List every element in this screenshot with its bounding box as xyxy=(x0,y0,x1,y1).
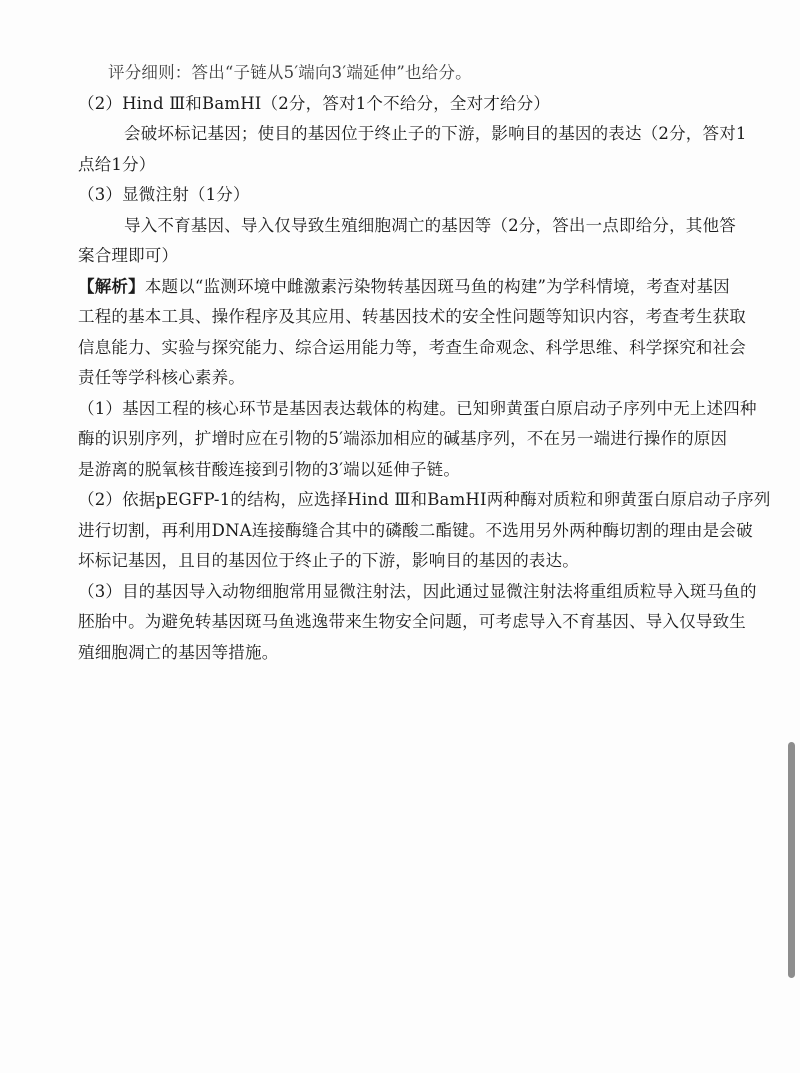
vertical-scrollbar[interactable] xyxy=(788,0,798,1073)
analysis-part1-line-3: 是游离的脱氧核苷酸连接到引物的3′端以延伸子链。 xyxy=(78,459,461,479)
answer-3-line: （3）显微注射（1分） xyxy=(78,185,250,204)
analysis-part1-line-2: 酶的识别序列，扩增时应在引物的5′端添加相应的碱基序列，不在另一端进行操作的原因 xyxy=(78,429,728,448)
analysis-part3-line-2: 胚胎中。为避免转基因斑马鱼逃逸带来生物安全问题，可考虑导入不育基因、导入仅导致生 xyxy=(78,612,746,631)
analysis-line-3: 信息能力、实验与探究能力、综合运用能力等，考查生命观念、科学思维、科学探究和社会 xyxy=(78,337,746,357)
answer-3-detail-line-1: 导入不育基因、导入仅导致生殖细胞凋亡的基因等（2分，答出一点即给分，其他答 xyxy=(124,215,736,235)
answer-2-reason-line-1: 会破坏标记基因；使目的基因位于终止子的下游，影响目的基因的表达（2分，答对1 xyxy=(124,124,747,143)
analysis-part1-line-1: （1）基因工程的核心环节是基因表达载体的构建。已知卵黄蛋白原启动子序列中无上述四种 xyxy=(78,398,757,418)
analysis-line-1 xyxy=(78,272,732,303)
analysis-part2-line-1: （2）依据pEGFP-1的结构，应选择Hind Ⅲ和BamHⅠ两种酶对质粒和卵黄蛋白原启动子序列 xyxy=(78,490,771,509)
answer-text-block xyxy=(78,58,771,668)
answer-2-line: （2）Hind Ⅲ和BamHⅠ（2分，答对1个不给分，全对才给分） xyxy=(78,93,551,113)
scoring-rule-line: 评分细则：答出“子链从5′端向3′端延伸”也给分。 xyxy=(108,63,472,82)
analysis-part2-line-2: 进行切割，再利用DNA连接酶缝合其中的磷酸二酯键。不选用另外两种酶切割的理由是会破 xyxy=(78,520,753,540)
analysis-line-2: 工程的基本工具、操作程序及其应用、转基因技术的安全性问题等知识内容，考查考生获取 xyxy=(78,307,746,326)
answer-3-detail-line-2: 案合理即可） xyxy=(78,246,179,265)
scrollbar-thumb[interactable] xyxy=(788,742,795,978)
analysis-intro-text: 本题以“监测环境中雌激素污染物转基因斑马鱼的构建”为学科情境，考查对基因 xyxy=(144,276,730,296)
answer-2-reason-line-2: 点给1分） xyxy=(78,154,156,174)
analysis-part3-line-1: （3）目的基因导入动物细胞常用显微注射法，因此通过显微注射法将重组质粒导入斑马鱼的 xyxy=(78,581,757,601)
analysis-line-4: 责任等学科核心素养。 xyxy=(78,368,245,387)
analysis-part3-line-3: 殖细胞凋亡的基因等措施。 xyxy=(78,642,279,662)
analysis-part2-line-3: 坏标记基因，且目的基因位于终止子的下游，影响目的基因的表达。 xyxy=(78,551,579,570)
analysis-label: 【解析】 xyxy=(78,276,145,296)
